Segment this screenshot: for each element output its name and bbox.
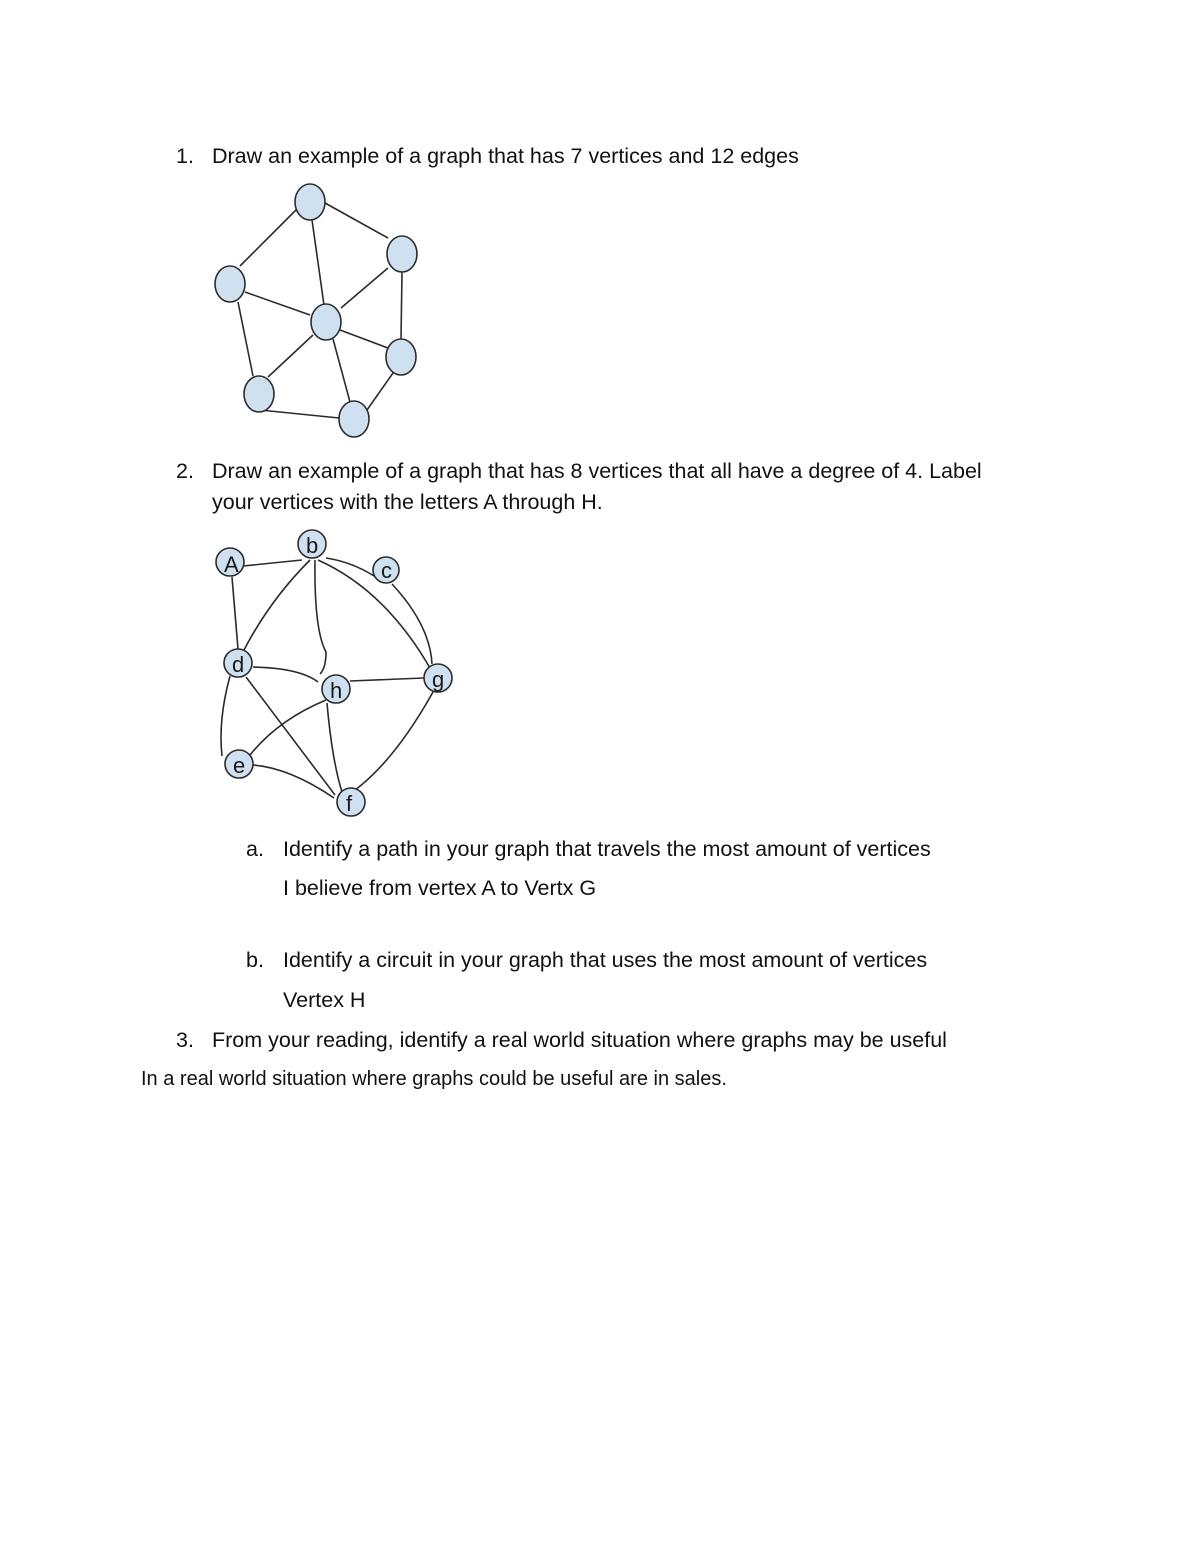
graph-2-edge	[327, 703, 342, 792]
subquestion-b-letter: b.	[246, 948, 264, 972]
question-2-text-line-2: your vertices with the letters A through H.	[212, 490, 603, 514]
graph-2-edge	[243, 560, 302, 566]
question-1-text: Draw an example of a graph that has 7 vertices and 12 edges	[212, 144, 799, 168]
subquestion-a-text: Identify a path in your graph that travels the most amount of vertices	[283, 837, 931, 861]
subquestion-b-answer: Vertex H	[283, 988, 366, 1012]
question-2-number: 2.	[176, 459, 194, 483]
question-2-text-line-1: Draw an example of a graph that has 8 vertices that all have a degree of 4. Label	[212, 459, 982, 483]
question-3-number: 3.	[176, 1028, 194, 1052]
graph-2-vertex-e-label: e	[233, 753, 246, 778]
graph-2-edge	[244, 560, 310, 650]
graph-2-vertex-h-label: h	[330, 678, 343, 703]
graph-2-vertex-b-label: b	[306, 533, 319, 558]
graph-2-edge	[392, 584, 432, 664]
graph-2-vertex-c-label: c	[381, 558, 392, 583]
subquestion-a-answer: I believe from vertex A to Vertx G	[283, 876, 597, 900]
graph-2-vertex-a-label: A	[224, 552, 239, 577]
graph-2-edge	[246, 677, 335, 795]
question-3-answer: In a real world situation where graphs could be useful are in sales.	[141, 1068, 727, 1090]
subquestion-b-text: Identify a circuit in your graph that uses the most amount of vertices	[283, 948, 928, 972]
graph-2-vertex-f-label: f	[346, 791, 353, 816]
graph-2-edge	[221, 676, 230, 756]
graph-2-edge	[350, 678, 424, 681]
subquestion-a-letter: a.	[246, 837, 264, 861]
graph-2-edge	[315, 560, 326, 674]
graph-2-vertices	[216, 530, 452, 816]
graph-2-edge	[355, 692, 433, 790]
graph-2-edge	[253, 765, 334, 798]
question-1-number: 1.	[176, 144, 194, 168]
question-3-text: From your reading, identify a real world situation where graphs may be useful	[212, 1028, 947, 1052]
graph-2-vertex-g-label: g	[432, 667, 445, 692]
graph-2-vertex-d-label: d	[232, 652, 245, 677]
graph-2-edge	[253, 667, 318, 682]
graph-2-edge	[250, 700, 326, 755]
graph-2-edge	[232, 577, 238, 649]
